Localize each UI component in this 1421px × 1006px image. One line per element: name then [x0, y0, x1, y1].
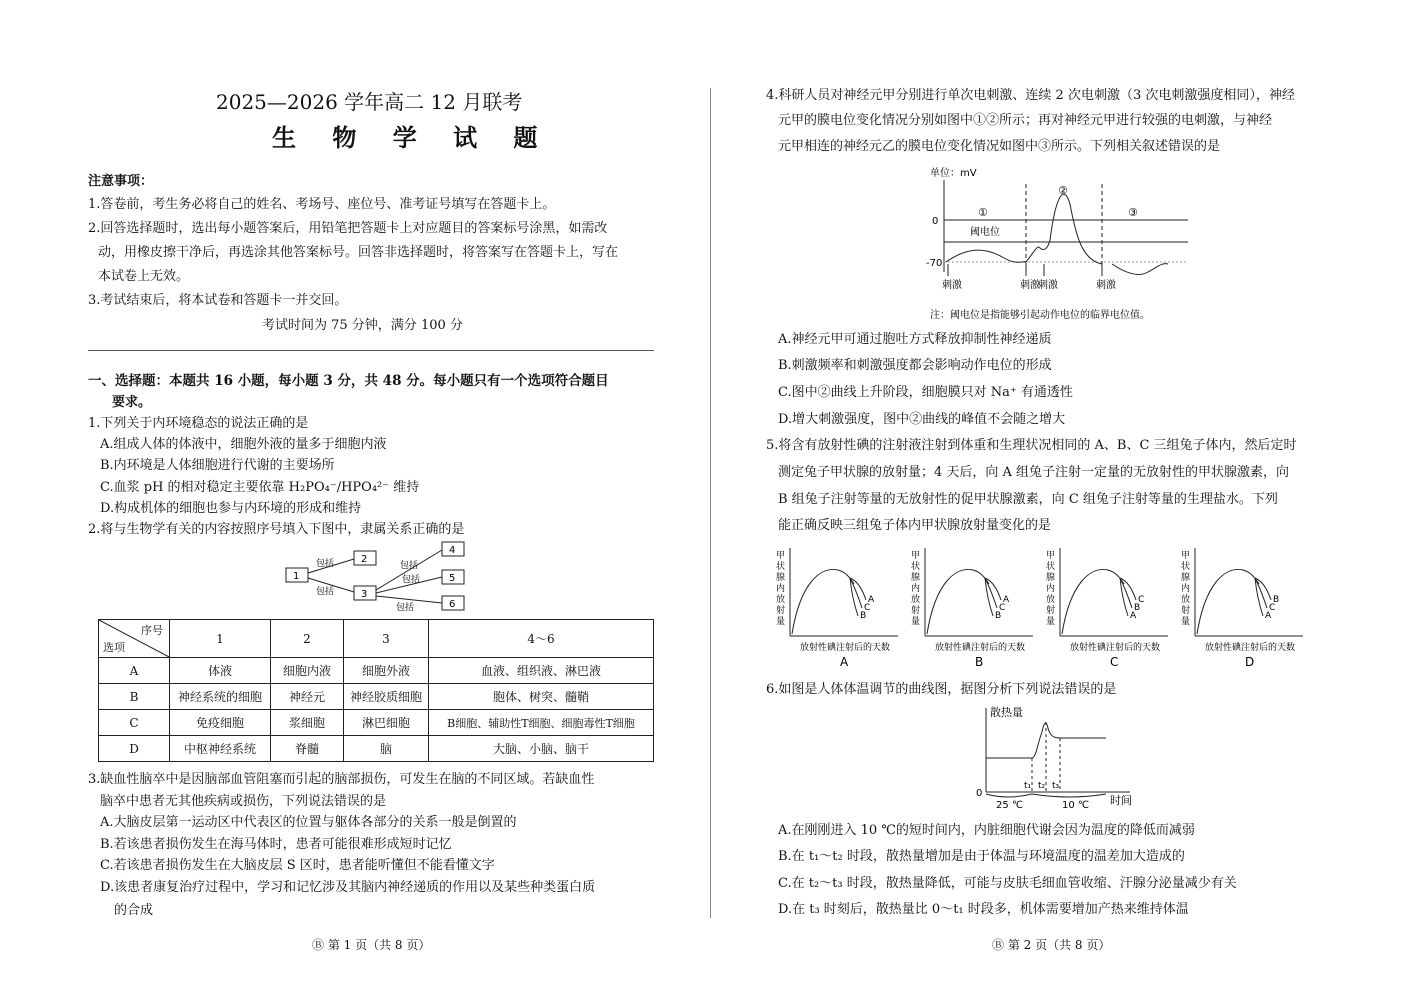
- table-header: 2: [271, 620, 344, 658]
- curve-label-2: ②: [1058, 184, 1068, 197]
- branch-label: A: [1265, 611, 1272, 621]
- table-header: 4～6: [429, 620, 654, 658]
- corner-top-label: 序号: [141, 624, 163, 637]
- table-cell: B细胞、辅助性T细胞、细胞毒性T细胞: [429, 710, 654, 736]
- table-cell: 大脑、小脑、脑干: [429, 736, 654, 762]
- q5-stem: B 组兔子注射等量的无放射性的促甲状腺激素，向 C 组兔子注射等量的生理盐水。下列: [778, 492, 1278, 507]
- curve-label-3: ③: [1128, 206, 1138, 219]
- table-cell: 胞体、树突、髓鞘: [429, 684, 654, 710]
- graph-option-label: A: [840, 655, 849, 669]
- q1-option: D.构成机体的细胞也参与内环境的形成和维持: [100, 501, 362, 516]
- q3-option: A.大脑皮层第一运动区中代表区的位置与躯体各部分的关系一般是倒置的: [100, 815, 517, 830]
- y-axis-char: 腺: [1181, 573, 1191, 583]
- t2-label: t₂: [1038, 781, 1046, 791]
- y-axis-label: 散热量: [990, 706, 1023, 719]
- q4-option: C.图中②曲线上升阶段，细胞膜只对 Na⁺ 有通透性: [778, 385, 1073, 400]
- curve-rise: [927, 569, 989, 634]
- stim-label: 刺激: [942, 280, 962, 291]
- section-heading-cont: 要求。: [112, 395, 152, 410]
- y-axis-char: 射: [1181, 606, 1191, 616]
- table-corner-cell: [99, 620, 170, 658]
- q5-stem: 5.将含有放射性碘的注射液注射到体重和生理状况相同的 A、B、C 三组兔子体内，然后定时: [766, 438, 1297, 453]
- table-cell: 淋巴细胞: [344, 710, 429, 736]
- q2-stem: 2.将与生物学有关的内容按照序号填入下图中，隶属关系正确的是: [88, 522, 465, 537]
- q2-hierarchy-diagram: [280, 540, 480, 612]
- curve-rise: [1197, 569, 1259, 634]
- curve-label-1: ①: [978, 206, 988, 219]
- graph-option-label: C: [1110, 655, 1119, 669]
- q6-option: C.在 t₂～t₃ 时段，散热量降低，可能与皮肤毛细血管收缩、汗腺分泌量减少有关: [778, 876, 1237, 891]
- q5-graph: [1040, 544, 1180, 670]
- table-cell: 细胞外液: [344, 658, 429, 684]
- y-axis-char: 状: [911, 562, 921, 572]
- table-cell: B: [99, 684, 170, 710]
- temp-label-10: 10 ℃: [1062, 800, 1090, 810]
- y-axis-char: 状: [1046, 562, 1056, 572]
- q2-options-table: [98, 619, 654, 762]
- q6-option: D.在 t₃ 时刻后，散热量比 0～t₁ 时段多，机体需要增加产热来维持体温: [778, 902, 1189, 917]
- node-label: 3: [361, 589, 368, 600]
- q5-graph: [905, 544, 1045, 670]
- node-label: 5: [449, 573, 456, 584]
- x-axis-label: 放射性碘注射后的天数: [800, 643, 891, 653]
- y-axis-char: 量: [776, 617, 786, 627]
- q4-stem: 元甲相连的神经元乙的膜电位变化情况如图中③所示。下列相关叙述错误的是: [778, 139, 1221, 154]
- corner-bottom-label: 选项: [103, 641, 125, 654]
- y-axis-char: 甲: [776, 551, 786, 561]
- branch-label: C: [999, 603, 1006, 613]
- q3-option-cont: 的合成: [114, 903, 154, 918]
- node-label: 4: [449, 545, 456, 556]
- temp-label-25: 25 ℃: [996, 800, 1024, 810]
- table-cell: 血液、组织液、淋巴液: [429, 658, 654, 684]
- q5-graph: [770, 544, 910, 670]
- branch-label: C: [1138, 595, 1145, 605]
- q5-stem: 测定兔子甲状腺的放射量；4 天后，向 A 组兔子注射一定量的无放射性的甲状腺激素，向: [778, 465, 1290, 480]
- exam-title: 2025—2026 学年高二 12 月联考: [216, 90, 523, 114]
- table-cell: 神经胶质细胞: [344, 684, 429, 710]
- q6-option: B.在 t₁～t₂ 时段，散热量增加是由于体温与环境温度的温差加大造成的: [778, 849, 1185, 864]
- x-axis-label: 时间: [1110, 794, 1132, 807]
- stim-label: 刺激: [1096, 280, 1116, 291]
- brace-10: [1032, 794, 1106, 797]
- branch-label: A: [868, 595, 875, 605]
- edge-label: 包括: [396, 603, 415, 612]
- node-label: 6: [449, 599, 456, 610]
- q5-stem: 能正确反映三组兔子体内甲状腺放射量变化的是: [778, 518, 1052, 533]
- y-axis-char: 腺: [776, 573, 786, 583]
- table-cell: 中枢神经系统: [170, 736, 271, 762]
- table-cell: 脊髓: [271, 736, 344, 762]
- y-axis-char: 放: [1181, 595, 1191, 605]
- table-cell: 神经系统的细胞: [170, 684, 271, 710]
- figure-note: 注：阈电位是指能够引起动作电位的临界电位值。: [930, 310, 1150, 321]
- brace-25: [986, 794, 1032, 797]
- branch-label: C: [1269, 603, 1276, 613]
- q4-stem: 4.科研人员对神经元甲分别进行单次电刺激、连续 2 次电刺激（3 次电刺激强度相同），神经: [766, 88, 1295, 103]
- x-axis-label: 放射性碘注射后的天数: [1070, 643, 1161, 653]
- table-row: [99, 710, 654, 736]
- y-axis-char: 内: [911, 584, 921, 594]
- y-axis-char: 量: [1046, 617, 1056, 627]
- q1-option: A.组成人体的体液中，细胞外液的量多于细胞内液: [100, 437, 387, 452]
- curve-rise: [1062, 569, 1124, 634]
- q6-heat-dissipation-figure: [970, 702, 1140, 810]
- stim-label: 刺激: [1020, 280, 1040, 291]
- section-heading: 一、选择题：本题共 16 小题，每小题 3 分，共 48 分。每小题只有一个选项符合题目: [88, 373, 609, 389]
- node-label: 1: [293, 571, 300, 582]
- table-cell: 神经元: [271, 684, 344, 710]
- branch-label: A: [1003, 595, 1010, 605]
- curve-rise: [792, 569, 854, 634]
- t1-label: t₁: [1024, 781, 1032, 791]
- edge-label: 包括: [400, 561, 419, 571]
- q3-option: B.若该患者损伤发生在海马体时，患者可能很难形成短时记忆: [100, 837, 452, 852]
- curve-3: [1112, 264, 1168, 275]
- table-cell: A: [99, 658, 170, 684]
- q1-stem: 1.下列关于内环境稳态的说法正确的是: [88, 416, 309, 431]
- y-axis-char: 量: [1181, 617, 1191, 627]
- column-divider: [710, 88, 711, 918]
- graph-option-label: D: [1245, 655, 1255, 669]
- branch-label: B: [995, 611, 1002, 621]
- notice-line: 3.考试结束后，将本试卷和答题卡一并交回。: [88, 293, 348, 308]
- y-axis-char: 状: [1181, 562, 1191, 572]
- y-axis-char: 内: [1181, 584, 1191, 594]
- q4-option: A.神经元甲可通过胞吐方式释放抑制性神经递质: [778, 332, 1052, 347]
- branch-label: B: [1273, 595, 1280, 605]
- q4-stem: 元甲的膜电位变化情况分别如图中①②所示；再对神经元甲进行较强的电刺激，与神经: [778, 113, 1273, 128]
- y-axis-char: 状: [776, 562, 786, 572]
- table-cell: 浆细胞: [271, 710, 344, 736]
- table-cell: D: [99, 736, 170, 762]
- tick-70: -70: [926, 258, 943, 269]
- edge-label: 包括: [402, 575, 421, 585]
- q4-option: D.增大刺激强度，图中②曲线的峰值不会随之增大: [778, 412, 1066, 427]
- branch-label: A: [1130, 611, 1137, 621]
- y-axis-char: 射: [776, 606, 786, 616]
- q5-graph: [1175, 544, 1315, 670]
- table-cell: C: [99, 710, 170, 736]
- q3-stem: 脑卒中患者无其他疾病或损伤，下列说法错误的是: [100, 794, 387, 809]
- table-cell: 脑: [344, 736, 429, 762]
- table-row: [99, 684, 654, 710]
- table-cell: 细胞内液: [271, 658, 344, 684]
- y-axis-char: 腺: [911, 573, 921, 583]
- q4-option: B.刺激频率和刺激强度都会影响动作电位的形成: [778, 358, 1052, 373]
- axis-unit: 单位：mV: [930, 168, 977, 179]
- branch-label: B: [1134, 603, 1141, 613]
- y-axis-char: 射: [911, 606, 921, 616]
- q3-stem: 3.缺血性脑卒中是因脑部血管阻塞而引起的脑部损伤，可发生在脑的不同区域。若缺血性: [88, 772, 595, 787]
- y-axis-char: 内: [1046, 584, 1056, 594]
- notice-line: 1.答卷前，考生务必将自己的姓名、考场号、座位号、准考证号填写在答题卡上。: [88, 197, 556, 212]
- y-axis-char: 甲: [1046, 551, 1056, 561]
- threshold-label: 阈电位: [970, 227, 1000, 238]
- edge-label: 包括: [316, 587, 335, 597]
- notice-line: 本试卷上无效。: [98, 269, 190, 284]
- time-info: 考试时间为 75 分钟，满分 100 分: [262, 318, 463, 333]
- page-footer: Ⓑ 第 2 页（共 8 页）: [992, 938, 1111, 952]
- x-axis-label: 放射性碘注射后的天数: [935, 643, 1026, 653]
- y-axis-char: 放: [1046, 595, 1056, 605]
- y-axis-char: 甲: [1181, 551, 1191, 561]
- page-footer: Ⓑ 第 1 页（共 8 页）: [312, 938, 431, 952]
- q3-option: C.若该患者损伤发生在大脑皮层 S 区时，患者能听懂但不能看懂文字: [100, 858, 495, 873]
- y-axis-char: 放: [911, 595, 921, 605]
- stim-label: 刺激: [1038, 280, 1058, 291]
- node-label: 2: [361, 554, 368, 565]
- y-axis-char: 量: [911, 617, 921, 627]
- table-header: 1: [170, 620, 271, 658]
- y-axis-char: 内: [776, 584, 786, 594]
- notice-line: 动，用橡皮擦干净后，再选涂其他答案标号。回答非选择题时，将答案写在答题卡上，写在: [98, 245, 619, 260]
- x-axis-label: 放射性碘注射后的天数: [1205, 643, 1296, 653]
- y-axis-char: 甲: [911, 551, 921, 561]
- table-row: [99, 658, 654, 684]
- notice-heading: 注意事项：: [88, 174, 154, 189]
- table-row: [99, 736, 654, 762]
- q3-option: D.该患者康复治疗过程中，学习和记忆涉及其脑内神经递质的作用以及某些种类蛋白质: [100, 880, 596, 895]
- y-axis-char: 放: [776, 595, 786, 605]
- t3-label: t₃: [1052, 781, 1060, 791]
- divider: [88, 350, 654, 351]
- edge-label: 包括: [316, 559, 335, 569]
- y-axis-char: 射: [1046, 606, 1056, 616]
- graph-option-label: B: [975, 655, 984, 669]
- table-header: 3: [344, 620, 429, 658]
- table-cell: 体液: [170, 658, 271, 684]
- table-cell: 免疫细胞: [170, 710, 271, 736]
- origin-label: 0: [976, 788, 983, 799]
- y-axis-char: 腺: [1046, 573, 1056, 583]
- q1-option: C.血浆 pH 的相对稳定主要依靠 H₂PO₄⁻/HPO₄²⁻ 维持: [100, 480, 420, 495]
- q1-option: B.内环境是人体细胞进行代谢的主要场所: [100, 458, 335, 473]
- q4-membrane-potential-figure: [926, 164, 1196, 324]
- branch-label: C: [864, 603, 871, 613]
- tick-0: 0: [932, 216, 939, 227]
- notice-line: 2.回答选择题时，选出每小题答案后，用铅笔把答题卡上对应题目的答案标号涂黑，如需改: [88, 221, 608, 236]
- q6-stem: 6.如图是人体体温调节的曲线图，据图分析下列说法错误的是: [766, 682, 1117, 697]
- curve-1: [946, 250, 1026, 262]
- stim-marks: [948, 264, 1102, 276]
- branch-label: B: [860, 611, 867, 621]
- q6-option: A.在刚刚进入 10 ℃的短时间内，内脏细胞代谢会因为温度的降低而减弱: [778, 823, 1195, 838]
- page-title: 生 物 学 试 题: [272, 123, 552, 152]
- curve-2: [1026, 194, 1102, 264]
